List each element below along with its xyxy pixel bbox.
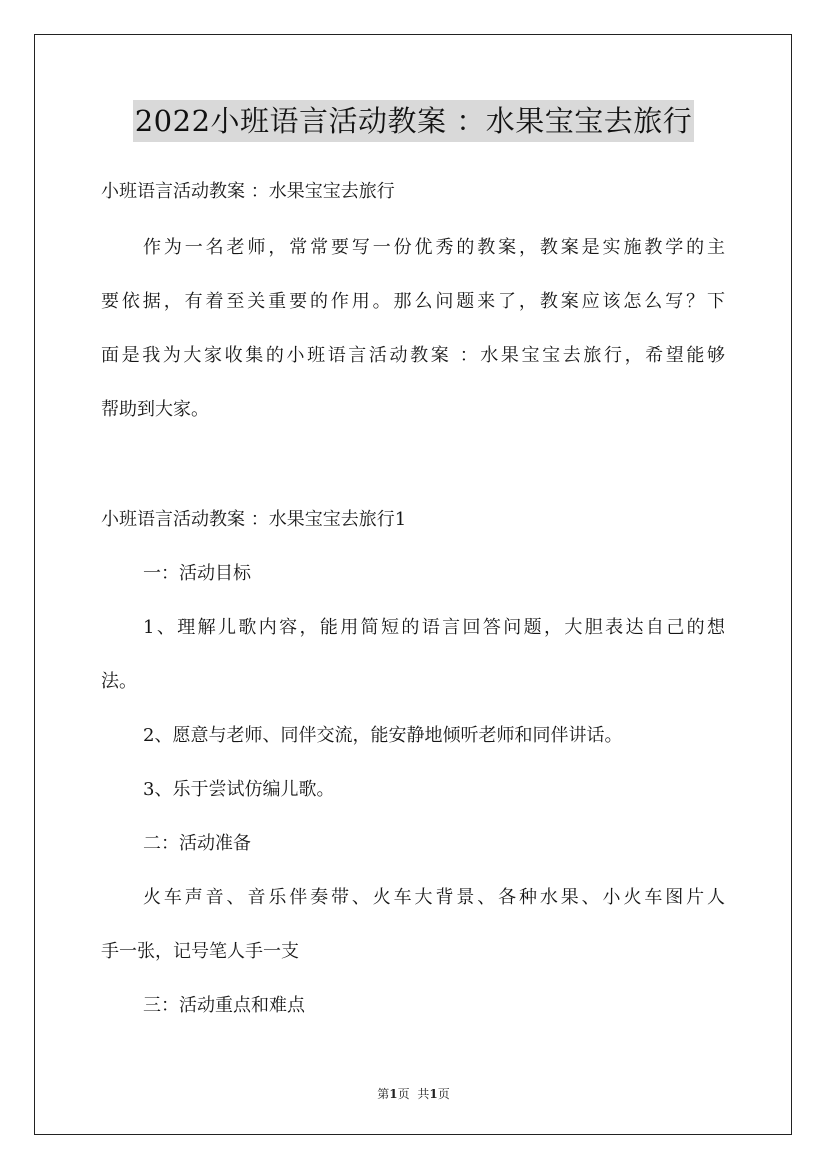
intro-line-2: 要依据，有着至关重要的作用。那么问题来了，教案应该怎么写？下 <box>101 291 725 312</box>
goal-heading: 一：活动目标 <box>143 563 251 584</box>
footer-page-prefix: 第 <box>377 1087 390 1101</box>
prep-heading: 二：活动准备 <box>143 833 251 854</box>
page-footer <box>0 1085 827 1102</box>
title-container <box>0 100 827 142</box>
page-title: 2022小班语言活动教案 ：水果宝宝去旅行 <box>133 100 695 142</box>
goal3: 3、乐于尝试仿编儿歌。 <box>143 779 335 800</box>
goal1-line-2: 法。 <box>101 671 137 692</box>
footer-page-suffix: 页 <box>397 1087 410 1101</box>
footer-total-number: 1 <box>429 1087 438 1101</box>
goal2: 2、愿意与老师、同伴交流，能安静地倾听老师和同伴讲话。 <box>143 725 623 746</box>
intro-line-4: 帮助到大家。 <box>101 399 209 420</box>
prep-line-2: 手一张，记号笔人手一支 <box>101 941 299 962</box>
subtitle: 小班语言活动教案 ：水果宝宝去旅行 <box>101 181 395 202</box>
intro-line-1: 作为一名老师，常常要写一份优秀的教案，教案是实施教学的主 <box>143 237 725 258</box>
section1-heading: 小班语言活动教案 ：水果宝宝去旅行1 <box>101 509 407 530</box>
key-heading: 三：活动重点和难点 <box>143 995 305 1016</box>
footer-total-prefix: 共 <box>417 1087 430 1101</box>
footer-page-number: 1 <box>389 1087 398 1101</box>
goal1-line-1: 1、理解儿歌内容，能用简短的语言回答问题，大胆表达自己的想 <box>143 617 725 638</box>
footer-total-suffix: 页 <box>437 1087 450 1101</box>
intro-line-3: 面是我为大家收集的小班语言活动教案 ：水果宝宝去旅行，希望能够 <box>101 345 725 366</box>
prep-line-1: 火车声音、音乐伴奏带、火车大背景、各种水果、小火车图片人 <box>143 887 725 908</box>
